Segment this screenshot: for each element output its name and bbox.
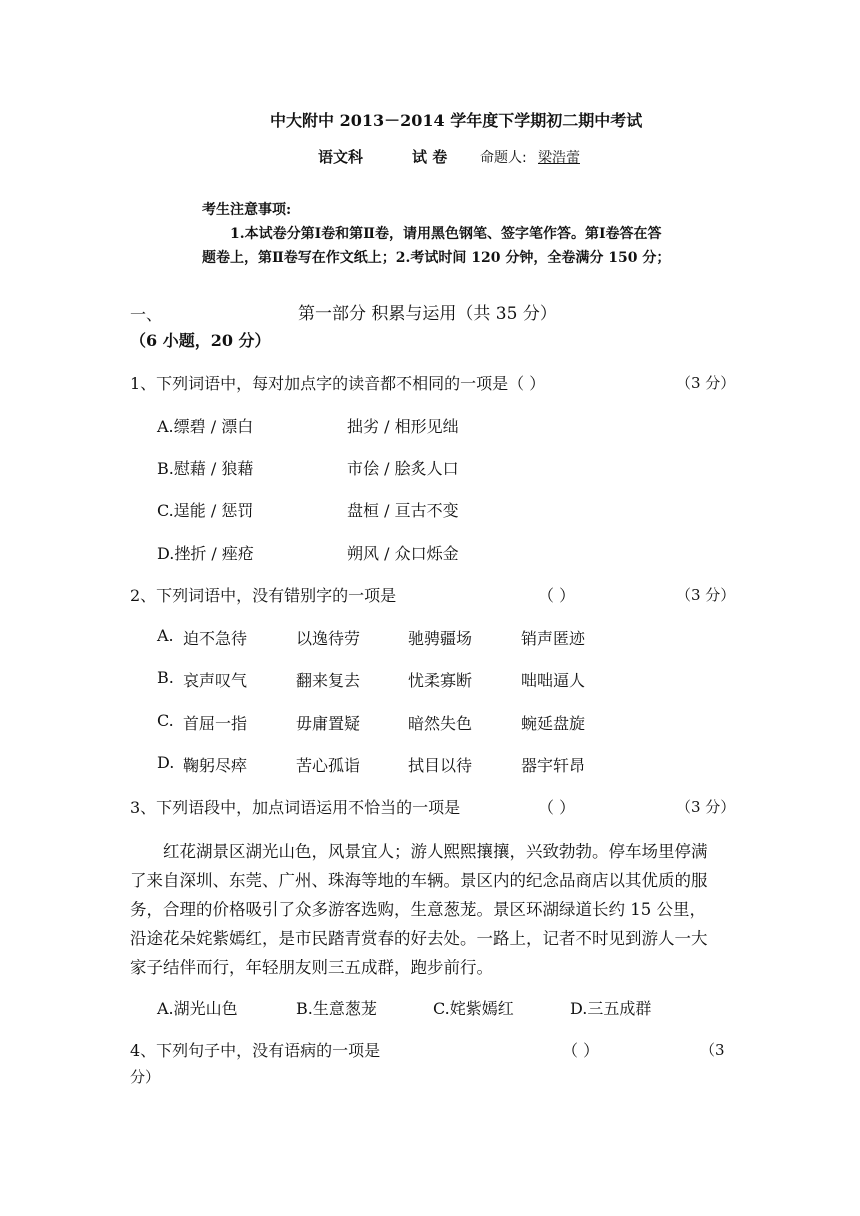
- question-3-blank: （ ）: [538, 798, 576, 817]
- q1-option-d: D.挫折 / 痤疮: [157, 544, 254, 563]
- question-1-score: （3 分）: [676, 374, 736, 392]
- question-2-blank: （ ）: [538, 586, 576, 605]
- q2-option-c-word: 蜿延盘旋: [521, 714, 586, 733]
- q2-option-a-word: 销声匿迹: [521, 629, 586, 648]
- question-1-stem: 1、下列词语中，每对加点字的读音都不相同的一项是（ ）: [130, 374, 546, 393]
- q2-option-b-word: 哀声叹气: [183, 671, 248, 690]
- q1-option-b: B.慰藉 / 狼藉: [157, 459, 254, 478]
- q2-option-b-word: 翻来复去: [296, 671, 361, 690]
- q3-option-c: C.姹紫嫣红: [433, 999, 514, 1018]
- q2-option-a-label: A.: [157, 626, 174, 645]
- q1-option-c-pair: 盘桓 / 亘古不变: [347, 501, 459, 520]
- q2-option-c-word: 暗然失色: [408, 714, 473, 733]
- q3-passage-line: 务，合理的价格吸引了众多游客选购，生意葱茏。景区环湖绿道长约 15 公里，: [130, 900, 706, 919]
- question-2-score: （3 分）: [676, 586, 736, 604]
- q1-option-a: A.缥碧 / 漂白: [157, 417, 254, 436]
- exam-title: 中大附中 2013－2014 学年度下学期初二期中考试: [270, 111, 643, 130]
- q2-option-a-word: 驰骋疆场: [408, 629, 473, 648]
- q2-option-a-word: 迫不急待: [183, 629, 248, 648]
- setter-label: 命题人:: [480, 150, 527, 166]
- notice-heading: 考生注意事项:: [202, 202, 292, 218]
- paper-label: 试 卷: [412, 148, 448, 166]
- q2-option-c-label: C.: [157, 711, 174, 730]
- notice-line-2: 题卷上，第Ⅱ卷写在作文纸上；2.考试时间 120 分钟，全卷满分 150 分；: [202, 250, 671, 266]
- q2-option-d-word: 苦心孤诣: [296, 756, 361, 775]
- q2-option-b-word: 忧柔寡断: [408, 671, 473, 690]
- part-number: 一、: [130, 305, 163, 324]
- question-4-blank: （ ）: [562, 1041, 600, 1060]
- q1-option-b-pair: 市侩 / 脍炙人口: [347, 459, 459, 478]
- question-4-score: （3: [700, 1041, 725, 1059]
- part-title: 第一部分 积累与运用（共 35 分）: [298, 304, 557, 324]
- question-4-score-wrap: 分）: [130, 1068, 161, 1086]
- q1-option-a-pair: 拙劣 / 相形见绌: [347, 417, 459, 436]
- q2-option-d-label: D.: [157, 753, 175, 772]
- question-3-score: （3 分）: [676, 798, 736, 816]
- q2-option-c-word: 首屈一指: [183, 714, 248, 733]
- q2-option-a-word: 以逸待劳: [296, 629, 361, 648]
- question-3-stem: 3、下列语段中，加点词语运用不恰当的一项是: [130, 798, 461, 817]
- question-2-stem: 2、下列词语中，没有错别字的一项是: [130, 586, 397, 605]
- q3-passage-line: 沿途花朵姹紫嫣红，是市民踏青赏春的好去处。一路上，记者不时见到游人一大: [130, 929, 708, 948]
- q1-option-c: C.逞能 / 惩罚: [157, 501, 254, 520]
- q2-option-d-word: 器宇轩昂: [521, 756, 586, 775]
- q3-passage-line: 红花湖景区湖光山色，风景宜人；游人熙熙攘攘，兴致勃勃。停车场里停满: [163, 842, 708, 861]
- q3-passage-line: 家子结伴而行，年轻朋友则三五成群，跑步前行。: [130, 958, 493, 977]
- q3-passage-line: 了来自深圳、东莞、广州、珠海等地的车辆。景区内的纪念品商店以其优质的服: [130, 871, 708, 890]
- q3-option-b: B.生意葱茏: [296, 999, 377, 1018]
- q3-option-d: D.三五成群: [570, 999, 652, 1018]
- notice-line-1: 1.本试卷分第Ⅰ卷和第Ⅱ卷，请用黑色钢笔、签字笔作答。第Ⅰ卷答在答: [230, 226, 662, 242]
- q1-option-d-pair: 朔风 / 众口烁金: [347, 544, 459, 563]
- q2-option-b-label: B.: [157, 668, 174, 687]
- subject-label: 语文科: [318, 148, 364, 166]
- question-4-stem: 4、下列句子中，没有语病的一项是: [130, 1041, 381, 1060]
- q3-option-a: A.湖光山色: [157, 999, 238, 1018]
- part-subtitle: （6 小题，20 分）: [130, 331, 271, 350]
- q2-option-c-word: 毋庸置疑: [296, 714, 361, 733]
- setter-name: 梁浩蕾: [538, 150, 580, 166]
- q2-option-d-word: 拭目以待: [408, 756, 473, 775]
- q2-option-b-word: 咄咄逼人: [521, 671, 586, 690]
- q2-option-d-word: 鞠躬尽瘁: [183, 756, 248, 775]
